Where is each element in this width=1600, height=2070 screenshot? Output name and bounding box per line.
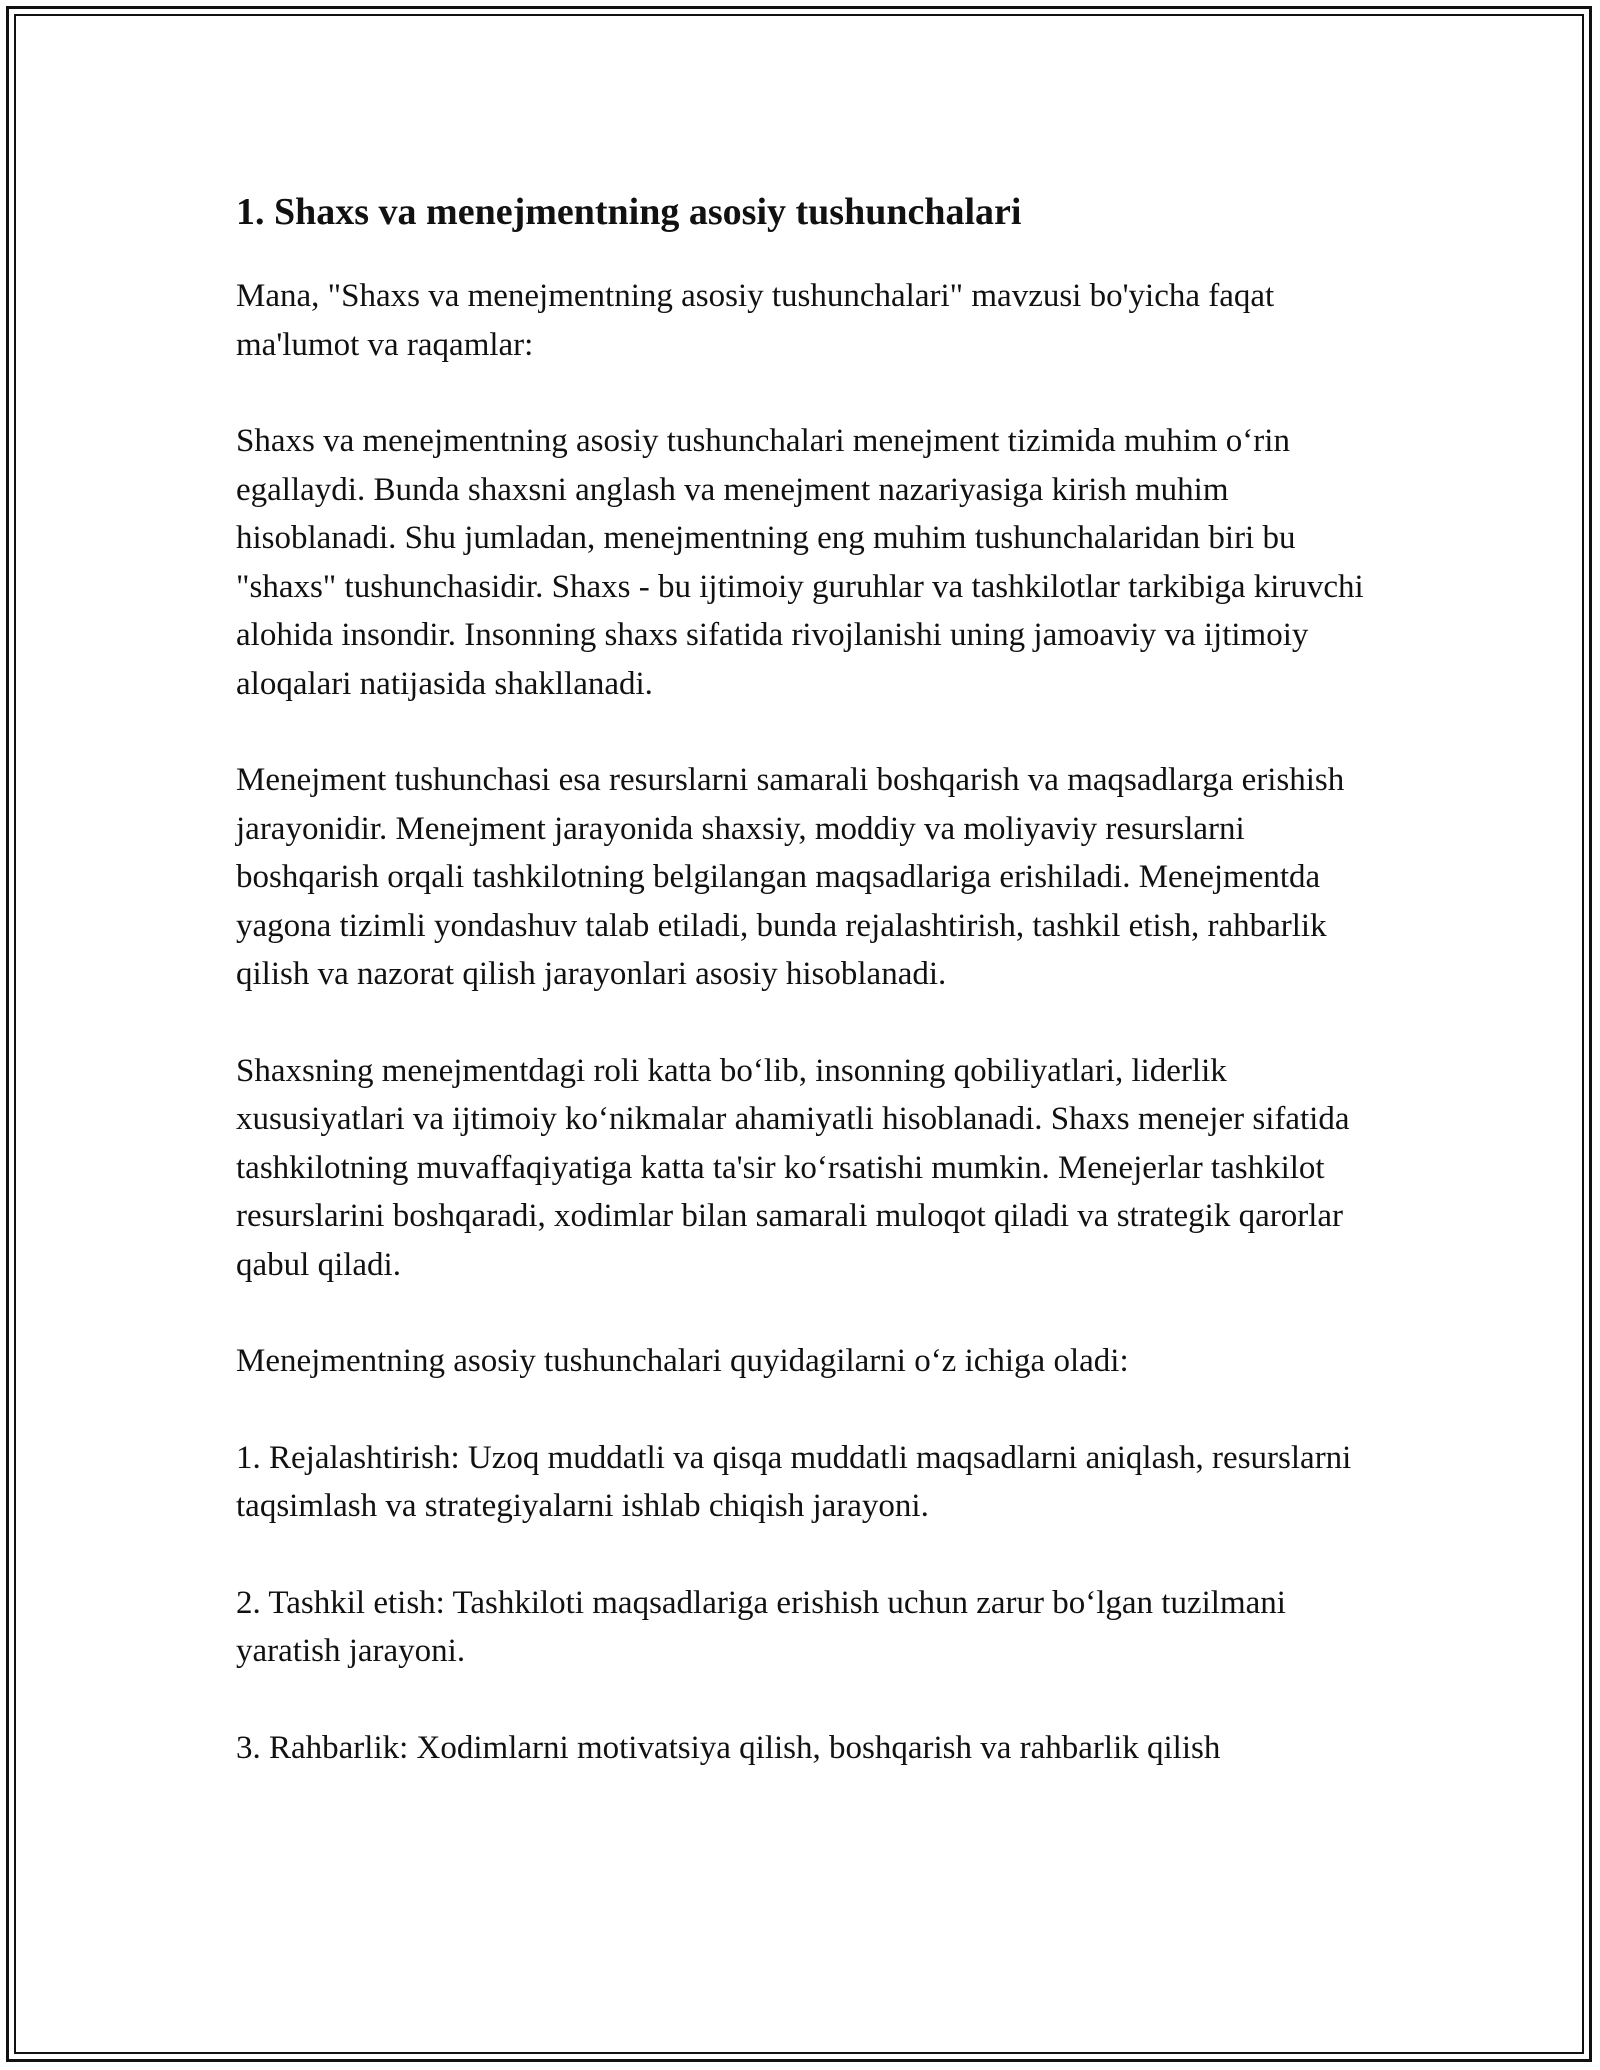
list-item-rejalashtirish: 1. Rejalashtirish: Uzoq muddatli va qisqa muddatli maqsadlarni aniqlash, resurslarni taqsimlash va strategiyalarni ishlab chiqish jarayoni.	[236, 1439, 1352, 1524]
document-body	[236, 188, 1366, 1772]
paragraph-shaxs: Shaxs va menejmentning asosiy tushunchalari menejment tizimida muhim o‘rin egallaydi. Bunda shaxsni anglash va menejment nazariyasiga kirish muhim hisoblanadi. Shu jumladan, menejmentning eng muhim tushunchalaridan biri bu "shaxs" tushunchasidir. Shaxs - bu ijtimoiy guruhlar va tashkilotlar tarkibiga kiruvchi alohida insondir. Insonning shaxs sifatida rivojlanishi uning jamoaviy va ijtimoiy aloqalari natijasida shakllanadi.	[236, 423, 1364, 702]
section-heading: 1. Shaxs va menejmentning asosiy tushunchalari	[236, 191, 1022, 233]
list-item-rahbarlik: 3. Rahbarlik: Xodimlarni motivatsiya qilish, boshqarish va rahbarlik qilish	[236, 1729, 1221, 1766]
paragraph-menejment: Menejment tushunchasi esa resurslarni samarali boshqarish va maqsadlarga erishish jarayonidir. Menejment jarayonida shaxsiy, moddiy va moliyaviy resurslarni boshqarish orqali tashkilotning belgilangan maqsadlariga erishiladi. Menejmentda yagona tizimli yondashuv talab etiladi, bunda rejalashtirish, tashkil etish, rahbarlik qilish va nazorat qilish jarayonlari asosiy hisoblanadi.	[236, 762, 1345, 992]
list-intro-paragraph: Menejmentning asosiy tushunchalari quyidagilarni o‘z ichiga oladi:	[236, 1343, 1129, 1379]
intro-paragraph: Mana, "Shaxs va menejmentning asosiy tushunchalari" mavzusi bo'yicha faqat ma'lumot va raqamlar:	[236, 278, 1275, 363]
paragraph-shaxs-roli: Shaxsning menejmentdagi roli katta bo‘lib, insonning qobiliyatlari, liderlik xususiyatlari va ijtimoiy ko‘nikmalar ahamiyatli hisoblanadi. Shaxs menejer sifatida tashkilotning muvaffaqiyatiga katta ta'sir ko‘rsatishi mumkin. Menejerlar tashkilot resurslarini boshqaradi, xodimlar bilan samarali muloqot qiladi va strategik qarorlar qabul qiladi.	[236, 1052, 1350, 1283]
list-item-tashkil-etish: 2. Tashkil etish: Tashkiloti maqsadlariga erishish uchun zarur bo‘lgan tuzilmani yaratish jarayoni.	[236, 1584, 1286, 1669]
